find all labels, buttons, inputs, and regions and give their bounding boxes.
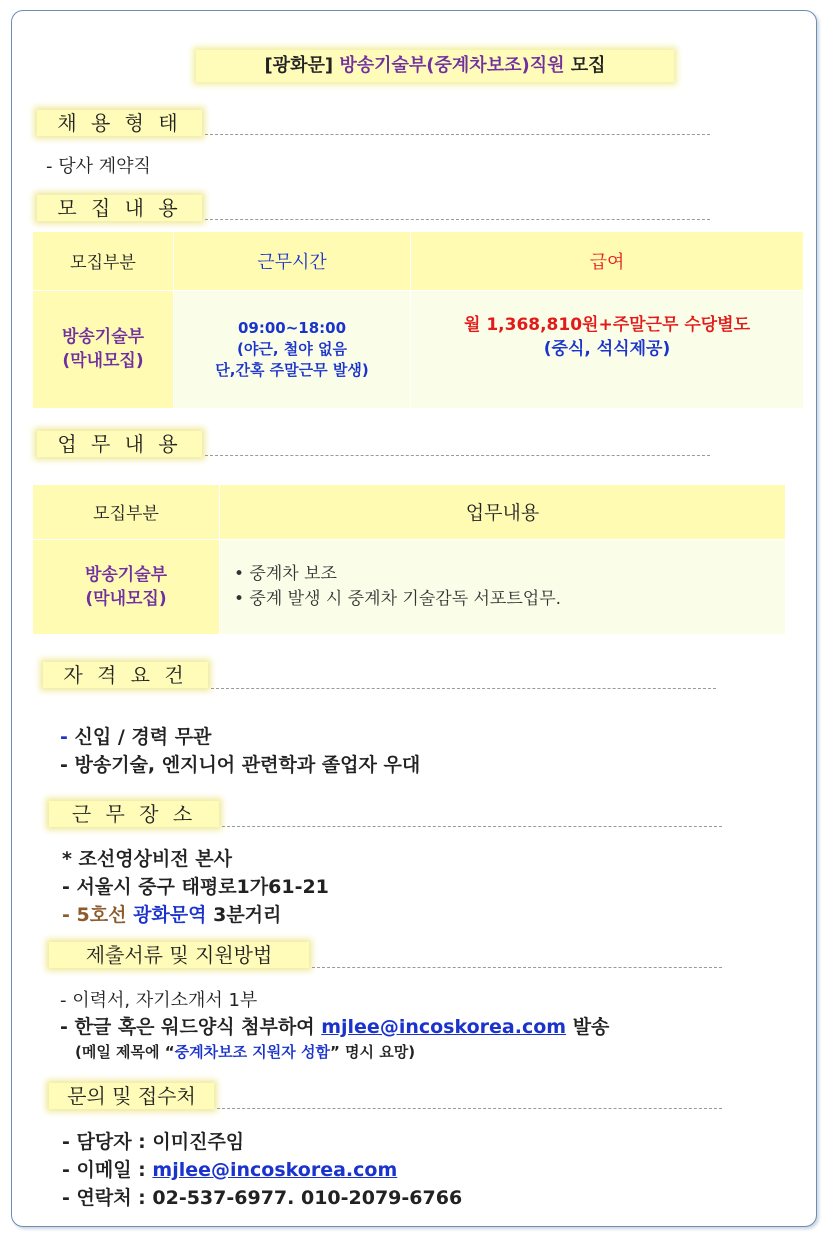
divider: [205, 219, 710, 220]
section-heading-duties: 업 무 내 용: [37, 431, 202, 457]
contact-phone: - 연락처 : 02-537-6977. 010-2079-6766: [62, 1187, 463, 1209]
application-method: - 한글 혹은 워드양식 첨부하여 mjlee@incoskorea.com 발송: [60, 1016, 610, 1038]
recruit-pay-cell: [411, 290, 804, 408]
application-email-link[interactable]: mjlee@incoskorea.com: [321, 1016, 567, 1038]
contact-email-link[interactable]: mjlee@incoskorea.com: [152, 1159, 398, 1181]
duties-header-dept: 모집부분: [33, 485, 220, 539]
duties-dept-note: (막내모집): [85, 588, 167, 609]
section-heading-documents: 제출서류 및 지원방법: [49, 942, 309, 968]
location-address: - 서울시 중구 태평로1가61-21: [62, 876, 329, 898]
contact-email: - 이메일 : mjlee@incoskorea.com: [62, 1159, 398, 1181]
recruit-dept-name: 방송기술부: [61, 327, 145, 348]
qualification-line: - 방송기술, 엔지니어 관련학과 졸업자 우대: [60, 754, 421, 776]
duties-dept-name: 방송기술부: [84, 564, 168, 585]
work-hours-note2: 단,간혹 주말근무 발생): [215, 360, 369, 379]
section-heading-contact: 문의 및 접수처: [49, 1083, 214, 1109]
location-company: * 조선영상비전 본사: [62, 848, 232, 870]
email-subject-note: (메일 제목에 “중계차보조 지원자 성함” 명시 요망): [75, 1043, 416, 1061]
contact-person: - 담당자 : 이미진주임: [62, 1131, 245, 1153]
page-title: [196, 50, 674, 82]
recruit-header-time: 근무시간: [174, 232, 411, 290]
subway-line: 5호선: [76, 904, 127, 926]
duties-table: [33, 485, 785, 634]
title-dept: 방송기술부(중계차보조)직원: [339, 55, 565, 76]
recruit-dept-note: (막내모집): [62, 351, 144, 372]
recruit-header-dept: 모집부분: [33, 232, 174, 290]
divider: [205, 134, 710, 135]
duties-dept-cell: [33, 539, 220, 634]
meals-note: (중식, 석식제공): [543, 338, 671, 359]
duties-header-content: 업무내용: [220, 485, 786, 539]
duty-item: • 중계차 보조: [234, 563, 337, 584]
salary: 월 1,368,810원+주말근무 수당별도: [463, 314, 751, 335]
work-hours-note1: (야근, 철야 없음: [237, 339, 347, 358]
divider: [217, 1108, 722, 1109]
divider: [222, 826, 722, 827]
duties-content-cell: [220, 539, 786, 634]
documents-line: - 이력서, 자기소개서 1부: [60, 990, 258, 1011]
recruit-dept-cell: [33, 290, 174, 408]
work-hours: 09:00~18:00: [237, 318, 347, 337]
section-heading-location: 근 무 장 소: [49, 801, 219, 827]
employment-type: - 당사 계약직: [46, 156, 151, 177]
duty-item: • 중계 발생 시 중계차 기술감독 서포트업무.: [234, 588, 562, 609]
section-heading-recruit: 모 집 내 용: [37, 195, 202, 221]
section-heading-qualifications: 자 격 요 건: [43, 662, 208, 688]
qualification-line: - 신입 / 경력 무관: [60, 726, 212, 748]
divider: [312, 967, 722, 968]
email-subject: 중계차보조 지원자 성함: [174, 1043, 330, 1061]
recruit-table: [33, 232, 803, 408]
divider: [205, 455, 710, 456]
recruit-header-pay: 급여: [411, 232, 804, 290]
subway-station: 광화문역: [126, 904, 207, 926]
qualification-dash: -: [60, 726, 68, 748]
divider: [211, 688, 716, 689]
section-heading-employment: 채 용 형 태: [37, 110, 202, 136]
recruit-time-cell: [174, 290, 411, 408]
title-prefix: [광화문]: [264, 55, 334, 76]
title-suffix: 모집: [570, 55, 606, 76]
location-station: - 5호선 광화문역 3분거리: [62, 904, 282, 926]
